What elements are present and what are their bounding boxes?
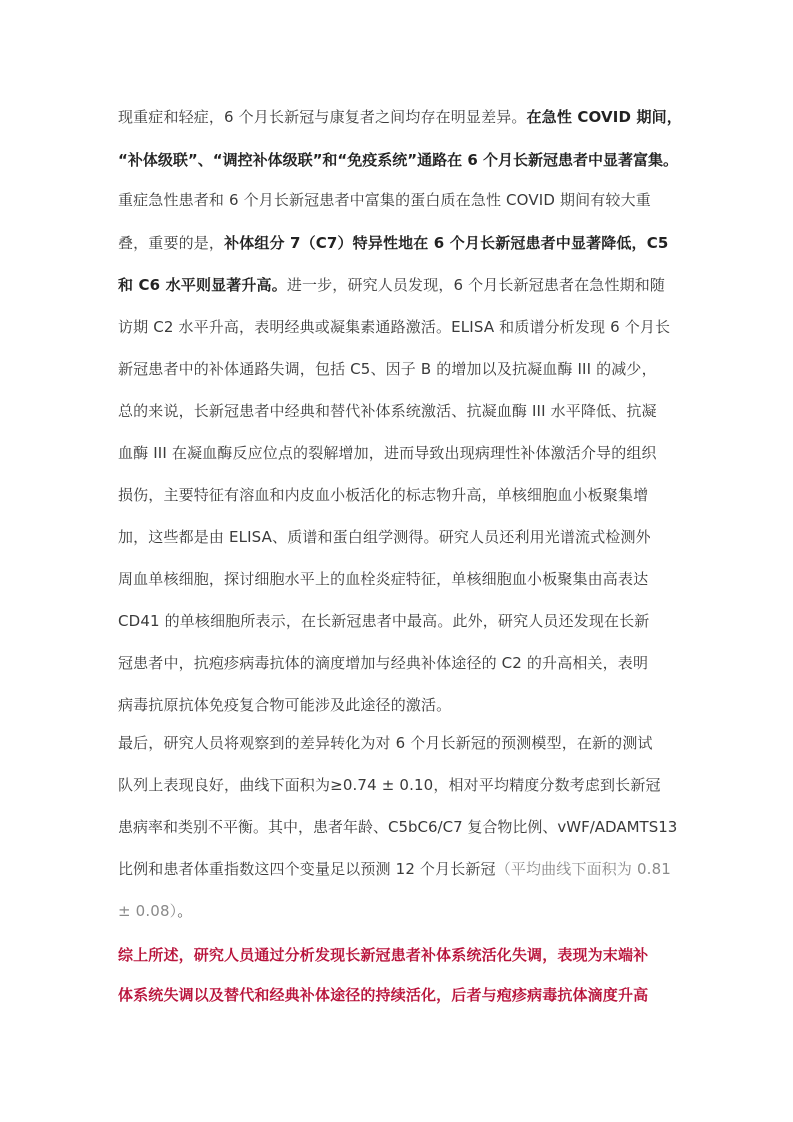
text-line [118, 775, 661, 795]
text-segment: “补体级联”、“调控补体级联”和“免疫系统”通路在 6 个月长新冠患者中显著富集。 [118, 151, 679, 169]
text-line [118, 359, 657, 379]
text-line [118, 817, 677, 837]
text-line [118, 401, 657, 421]
text-line [118, 653, 648, 673]
text-segment: 补体组分 7（C7）特异性地在 6 个月长新冠患者中显著降低，C5 [224, 234, 669, 252]
text-line [118, 985, 648, 1005]
text-line [118, 190, 651, 210]
text-segment: 患病率和类别不平衡。其中，患者年龄、C5bC6/C7 复合物比例、vWF/ADAMTS13 [118, 818, 678, 836]
text-segment: 比例和患者体重指数这四个变量足以预测 12 个月长新冠 [118, 860, 496, 878]
text-segment: ± 0.08） [118, 902, 178, 920]
text-segment: 血酶 III 在凝血酶反应位点的裂解增加，进而导致出现病理性补体激活介导的组织 [118, 444, 657, 462]
text-line [118, 107, 682, 127]
text-segment: （平均曲线下面积为 0.81 [495, 860, 671, 878]
text-segment: 体系统失调以及替代和经典补体途径的持续活化，后者与疱疹病毒抗体滴度升高 [118, 986, 649, 1004]
text-segment: 冠患者中，抗疱疹病毒抗体的滴度增加与经典补体途径的 C2 的升高相关，表明 [118, 654, 649, 672]
text-segment: 队列上表现良好，曲线下面积为≥0.74 ± 0.10，相对平均精度分数考虑到长新冠 [118, 776, 661, 794]
text-segment: 进一步，研究人员发现，6 个月长新冠患者在急性期和随 [286, 276, 666, 294]
text-segment: 综上所述，研究人员通过分析发现长新冠患者补体系统活化失调，表现为末端补 [118, 946, 649, 964]
text-line [118, 443, 657, 463]
text-segment: 重症急性患者和 6 个月长新冠患者中富集的蛋白质在急性 COVID 期间有较大重 [118, 191, 651, 209]
text-segment: CD41 的单核细胞所表示，在长新冠患者中最高。此外，研究人员还发现在长新 [118, 612, 650, 630]
text-segment: 在急性 COVID 期间， [526, 108, 682, 126]
text-line [118, 859, 671, 879]
text-segment: 损伤，主要特征有溶血和内皮血小板活化的标志物升高，单核细胞血小板聚集增 [118, 486, 649, 504]
text-line [118, 569, 648, 589]
text-segment: 。 [177, 902, 193, 920]
text-line [118, 485, 648, 505]
text-segment: 和 C6 水平则显著升高。 [118, 276, 287, 294]
text-segment: 周血单核细胞，探讨细胞水平上的血栓炎症特征，单核细胞血小板聚集由高表达 [118, 570, 649, 588]
text-segment: 叠，重要的是， [118, 234, 225, 252]
text-line [118, 317, 670, 337]
text-line [118, 275, 665, 295]
text-segment: 加，这些都是由 ELISA、质谱和蛋白组学测得。研究人员还利用光谱流式检测外 [118, 528, 651, 546]
text-line [118, 901, 192, 921]
text-segment: 病毒抗原抗体免疫复合物可能涉及此途径的激活。 [118, 696, 452, 714]
text-line [118, 945, 648, 965]
text-line [118, 733, 653, 753]
text-line [118, 150, 678, 170]
text-line [118, 527, 651, 547]
text-line [118, 233, 668, 253]
text-segment: 最后，研究人员将观察到的差异转化为对 6 个月长新冠的预测模型，在新的测试 [118, 734, 653, 752]
text-line [118, 695, 451, 715]
text-line [118, 611, 649, 631]
text-segment: 总的来说，长新冠患者中经典和替代补体系统激活、抗凝血酶 III 水平降低、抗凝 [118, 402, 657, 420]
text-segment: 新冠患者中的补体通路失调，包括 C5、因子 B 的增加以及抗凝血酶 III 的减少， [118, 360, 657, 378]
text-segment: 访期 C2 水平升高，表明经典或凝集素通路激活。ELISA 和质谱分析发现 6 个月长 [118, 318, 671, 336]
text-segment: 现重症和轻症，6 个月长新冠与康复者之间均存在明显差异。 [118, 108, 527, 126]
